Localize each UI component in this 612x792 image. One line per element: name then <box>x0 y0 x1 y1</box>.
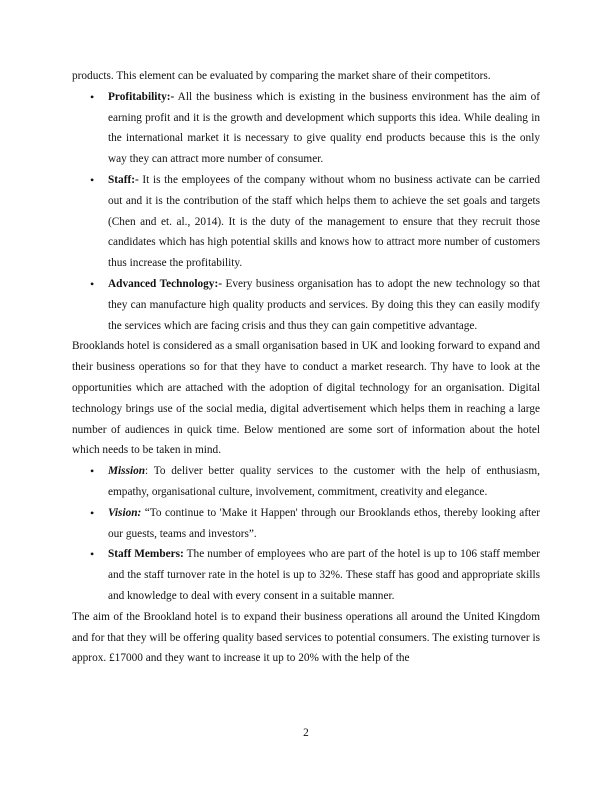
bullet-icon: • <box>90 547 95 562</box>
bullet-icon: • <box>90 505 95 520</box>
list-item <box>90 274 540 336</box>
bullet-term: Staff Members: <box>108 548 184 561</box>
page-number: 2 <box>303 727 309 739</box>
bullet-term: Advanced Technology:- <box>108 277 222 290</box>
bullet-text: : To deliver better quality services to the customer with the help of enthusiasm, empathy, organisational culture, involvement, commitment, creativity and elegance. <box>108 465 540 498</box>
document-body <box>72 66 540 669</box>
bullet-term: Mission <box>108 465 146 478</box>
list-item <box>90 461 540 503</box>
bullet-term: Vision: <box>108 506 142 519</box>
continuation-text: products. This element can be evaluated by comparing the market share of their competitors. <box>72 70 491 82</box>
bullet-text: The number of employees who are part of the hotel is up to 106 staff member and the staff turnover rate in the hotel is up to 32%. These staff has good and appropriate skills and knowledge to deal with every consent in a suitable manner. <box>108 548 540 602</box>
bullet-icon: • <box>90 172 95 187</box>
hotel-info-list <box>72 461 540 607</box>
paragraph-hotel-intro: Brooklands hotel is considered as a small organisation based in UK and looking forward to expand and their business operations so for that they have to conduct a market research. Thy have to look at the opportunities which are attached with the adoption of digital technology for an organisation. Digital technology brings use of the social media, digital advertisement which helps them in reaching a large number of audiences in quick time. Below mentioned are some sort of information about the hotel which needs to be taken in mind. <box>72 340 540 457</box>
bullet-icon: • <box>90 89 95 104</box>
bullet-text: It is the employees of the company without whom no business activate can be carried out and it is the contribution of the staff which helps them to achieve the set goals and targets (Chen and et. al., 2014). It is the duty of the management to ensure that they recruit those candidates which has high potential skills and knows how to attract more number of customers thus increase the profitability. <box>108 173 540 270</box>
paragraph-aim: The aim of the Brookland hotel is to expand their business operations all around the United Kingdom and for that they will be offering quality based services to potential consumers. The existing turnover is approx. £17000 and they want to increase it up to 20% with the help of the <box>72 610 540 665</box>
bullet-term: Staff:- <box>108 173 139 186</box>
list-item <box>90 544 540 606</box>
factors-list <box>72 87 540 337</box>
bullet-text: Every business organisation has to adopt the new technology so that they can manufacture high quality products and services. By doing this they can easily modify the services which are facing crisis and thus they can gain competitive advantage. <box>108 277 540 332</box>
bullet-text: All the business which is existing in the business environment has the aim of earning profit and it is the growth and development which supports this idea. While dealing in the international market it is necessary to give quality end products because this is the only way they can attract more number of consumer. <box>108 90 540 166</box>
list-item <box>90 170 540 274</box>
bullet-icon: • <box>90 276 95 291</box>
list-item <box>90 503 540 545</box>
bullet-term: Profitability:- <box>108 90 175 103</box>
bullet-icon: • <box>90 464 95 479</box>
bullet-text: “To continue to 'Make it Happen' through our Brooklands ethos, thereby looking after our guests, teams and investors”. <box>108 506 540 540</box>
list-item <box>90 87 540 170</box>
